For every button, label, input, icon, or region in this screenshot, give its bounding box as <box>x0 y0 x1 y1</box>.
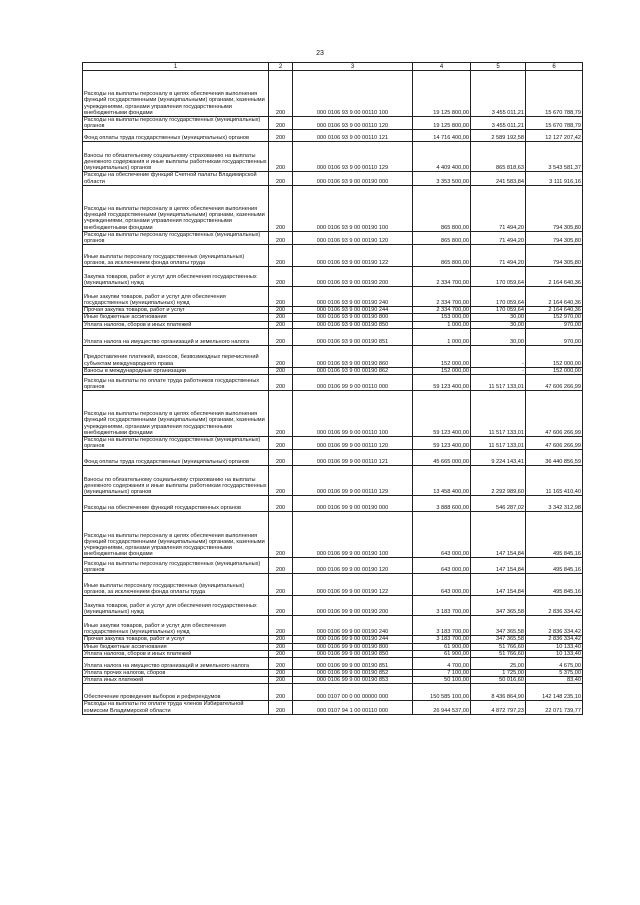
unexecuted-amount-cell: 10 133,40 <box>526 643 583 650</box>
expense-name-cell: Уплата налога на имущество организаций и земельного налога <box>83 658 269 670</box>
table-row <box>83 130 583 142</box>
page-number: 23 <box>316 50 324 57</box>
executed-amount-cell: 147 154,84 <box>471 558 526 574</box>
executed-amount-cell: 71 494,20 <box>471 245 526 267</box>
approved-amount-cell: 150 585 100,00 <box>413 684 471 701</box>
executed-amount-cell: 170 059,64 <box>471 287 526 307</box>
table-row <box>83 328 583 345</box>
unexecuted-amount-cell: 47 606 266,99 <box>526 391 583 437</box>
executed-amount-cell: 51 766,60 <box>471 650 526 657</box>
budget-classification-cell: 000 0106 93 9 00 00190 100 <box>293 185 413 231</box>
approved-amount-cell: 59 123 400,00 <box>413 437 471 450</box>
line-code-cell: 200 <box>269 375 293 391</box>
budget-classification-cell: 000 0106 93 9 00 00190 800 <box>293 314 413 321</box>
column-header: 2 <box>269 63 293 71</box>
table-row <box>83 574 583 596</box>
table-row <box>83 231 583 244</box>
expense-name-cell: Иные закупки товаров, работ и услуг для обеспечения государственных (муниципальных) нужд <box>83 616 269 636</box>
budget-classification-cell: 000 0106 93 9 00 00190 851 <box>293 328 413 345</box>
line-code-cell: 200 <box>269 314 293 321</box>
budget-classification-cell: 000 0106 93 9 00 00110 129 <box>293 142 413 172</box>
unexecuted-amount-cell: 83,40 <box>526 677 583 684</box>
approved-amount-cell: 865 800,00 <box>413 231 471 244</box>
unexecuted-amount-cell: 152 000,00 <box>526 345 583 367</box>
table-row <box>83 71 583 117</box>
executed-amount-cell: 347 365,58 <box>471 636 526 643</box>
expense-name-cell: Взносы по обязательному социальному страхованию на выплаты денежного содержания и иные выплаты работникам государственных (муниципальных) органов <box>83 466 269 496</box>
expense-name-cell: Фонд оплаты труда государственных (муниципальных) органов <box>83 130 269 142</box>
line-code-cell: 200 <box>269 643 293 650</box>
executed-amount-cell: - <box>471 367 526 374</box>
line-code-cell: 200 <box>269 307 293 314</box>
approved-amount-cell: 3 183 700,00 <box>413 636 471 643</box>
table-row <box>83 558 583 574</box>
unexecuted-amount-cell: 4 675,00 <box>526 658 583 670</box>
executed-amount-cell: 865 818,63 <box>471 142 526 172</box>
expense-name-cell: Уплата налогов, сборов и иных платежей <box>83 321 269 328</box>
approved-amount-cell: 59 123 400,00 <box>413 375 471 391</box>
table-row <box>83 596 583 616</box>
expense-name-cell: Расходы на выплаты персоналу в целях обеспечения выполнения функций государственными (муниципальными) органами, казенными учреждениями, органами управления государственными внебюджетными фондами <box>83 185 269 231</box>
table-row <box>83 267 583 287</box>
unexecuted-amount-cell: 495 845,16 <box>526 512 583 558</box>
approved-amount-cell: 2 334 700,00 <box>413 307 471 314</box>
budget-classification-cell: 000 0106 93 9 00 00190 122 <box>293 245 413 267</box>
table-row <box>83 670 583 677</box>
expense-name-cell: Закупка товаров, работ и услуг для обеспечения государственных (муниципальных) нужд <box>83 267 269 287</box>
approved-amount-cell: 4 409 400,00 <box>413 142 471 172</box>
approved-amount-cell: 2 334 700,00 <box>413 267 471 287</box>
budget-classification-cell: 000 0106 99 9 00 00110 129 <box>293 466 413 496</box>
budget-classification-cell: 000 0106 93 9 00 00190 860 <box>293 345 413 367</box>
approved-amount-cell: 14 716 400,00 <box>413 130 471 142</box>
expense-name-cell: Расходы на выплаты по оплате труда работников государственных органов <box>83 375 269 391</box>
table-row <box>83 496 583 512</box>
approved-amount-cell: 153 000,00 <box>413 314 471 321</box>
budget-classification-cell: 000 0106 99 9 00 00190 800 <box>293 643 413 650</box>
executed-amount-cell: 30,00 <box>471 321 526 328</box>
line-code-cell: 200 <box>269 684 293 701</box>
approved-amount-cell: 45 665 000,00 <box>413 450 471 466</box>
table-row <box>83 345 583 367</box>
executed-amount-cell: 347 365,58 <box>471 616 526 636</box>
unexecuted-amount-cell: 22 071 739,77 <box>526 701 583 714</box>
unexecuted-amount-cell: 152 970,00 <box>526 314 583 321</box>
line-code-cell: 200 <box>269 71 293 117</box>
table-row <box>83 437 583 450</box>
executed-amount-cell: 8 436 864,90 <box>471 684 526 701</box>
approved-amount-cell: 19 125 800,00 <box>413 71 471 117</box>
approved-amount-cell: 865 800,00 <box>413 185 471 231</box>
line-code-cell: 200 <box>269 321 293 328</box>
budget-classification-cell: 000 0106 99 9 00 00190 851 <box>293 658 413 670</box>
line-code-cell: 200 <box>269 117 293 130</box>
unexecuted-amount-cell: 495 845,16 <box>526 558 583 574</box>
executed-amount-cell: 170 059,64 <box>471 307 526 314</box>
budget-classification-cell: 000 0106 99 9 00 00190 240 <box>293 616 413 636</box>
table-row <box>83 391 583 437</box>
executed-amount-cell: 2 589 192,58 <box>471 130 526 142</box>
approved-amount-cell: 19 125 800,00 <box>413 117 471 130</box>
expense-name-cell: Иные выплаты персоналу государственных (муниципальных) органов, за исключением фонда оплаты труда <box>83 574 269 596</box>
budget-classification-cell: 000 0107 94 1 00 00110 000 <box>293 701 413 714</box>
budget-classification-cell: 000 0106 99 9 00 00190 000 <box>293 496 413 512</box>
expense-name-cell: Расходы на обеспечение функций Счетной палаты Владимирской области <box>83 172 269 185</box>
approved-amount-cell: 1 000,00 <box>413 328 471 345</box>
approved-amount-cell: 61 900,00 <box>413 650 471 657</box>
unexecuted-amount-cell: 47 606 266,99 <box>526 375 583 391</box>
table-row <box>83 172 583 185</box>
table-row <box>83 375 583 391</box>
budget-classification-cell: 000 0106 99 9 00 00190 852 <box>293 670 413 677</box>
approved-amount-cell: 26 944 537,00 <box>413 701 471 714</box>
expense-name-cell: Расходы на выплаты по оплате труда членов Избирательной комиссии Владимирской области <box>83 701 269 714</box>
unexecuted-amount-cell: 794 305,80 <box>526 185 583 231</box>
table-row <box>83 616 583 636</box>
approved-amount-cell: 3 353 500,00 <box>413 172 471 185</box>
budget-classification-cell: 000 0107 00 0 00 00000 000 <box>293 684 413 701</box>
column-header: 6 <box>526 63 583 71</box>
executed-amount-cell: 147 154,84 <box>471 574 526 596</box>
table-row <box>83 658 583 670</box>
executed-amount-cell: 4 872 797,23 <box>471 701 526 714</box>
executed-amount-cell: 71 494,20 <box>471 185 526 231</box>
expense-name-cell: Уплата налога на имущество организаций и земельного налога <box>83 328 269 345</box>
executed-amount-cell: 51 766,60 <box>471 643 526 650</box>
budget-classification-cell: 000 0106 99 9 00 00110 000 <box>293 375 413 391</box>
budget-classification-cell: 000 0106 99 9 00 00190 100 <box>293 512 413 558</box>
approved-amount-cell: 643 000,00 <box>413 512 471 558</box>
approved-amount-cell: 59 123 400,00 <box>413 391 471 437</box>
expense-name-cell: Обеспечение проведения выборов и референдумов <box>83 684 269 701</box>
budget-classification-cell: 000 0106 93 9 00 00110 100 <box>293 71 413 117</box>
expense-name-cell: Расходы на выплаты персоналу государственных (муниципальных) органов <box>83 558 269 574</box>
table-row <box>83 367 583 374</box>
table-row <box>83 650 583 657</box>
table-row <box>83 142 583 172</box>
unexecuted-amount-cell: 5 375,00 <box>526 670 583 677</box>
executed-amount-cell: 11 517 133,01 <box>471 375 526 391</box>
line-code-cell: 200 <box>269 574 293 596</box>
line-code-cell: 200 <box>269 142 293 172</box>
executed-amount-cell: 3 455 011,21 <box>471 71 526 117</box>
table-row <box>83 314 583 321</box>
expense-name-cell: Расходы на обеспечение функций государственных органов <box>83 496 269 512</box>
table-row <box>83 684 583 701</box>
expense-name-cell: Расходы на выплаты персоналу государственных (муниципальных) органов <box>83 231 269 244</box>
budget-classification-cell: 000 0106 93 9 00 00190 200 <box>293 267 413 287</box>
table-row <box>83 307 583 314</box>
line-code-cell: 200 <box>269 670 293 677</box>
unexecuted-amount-cell: 10 133,40 <box>526 650 583 657</box>
executed-amount-cell: 147 154,84 <box>471 512 526 558</box>
line-code-cell: 200 <box>269 130 293 142</box>
table-row <box>83 321 583 328</box>
table-row <box>83 643 583 650</box>
approved-amount-cell: 1 000,00 <box>413 321 471 328</box>
unexecuted-amount-cell: 970,00 <box>526 321 583 328</box>
table-row <box>83 701 583 714</box>
budget-execution-table <box>82 62 583 715</box>
unexecuted-amount-cell: 970,00 <box>526 328 583 345</box>
approved-amount-cell: 50 100,00 <box>413 677 471 684</box>
budget-classification-cell: 000 0106 99 9 00 00110 120 <box>293 437 413 450</box>
table-row <box>83 287 583 307</box>
executed-amount-cell: 11 517 133,01 <box>471 391 526 437</box>
expense-name-cell: Расходы на выплаты персоналу в целях обеспечения выполнения функций государственными (муниципальными) органами, казенными учреждениями, органами управления государственными внебюджетными фондами <box>83 391 269 437</box>
executed-amount-cell: 71 494,20 <box>471 231 526 244</box>
budget-classification-cell: 000 0106 99 9 00 00190 122 <box>293 574 413 596</box>
expense-name-cell: Иные бюджетные ассигнования <box>83 643 269 650</box>
table-row <box>83 117 583 130</box>
approved-amount-cell: 3 183 700,00 <box>413 616 471 636</box>
unexecuted-amount-cell: 794 305,80 <box>526 231 583 244</box>
unexecuted-amount-cell: 12 127 207,42 <box>526 130 583 142</box>
expense-name-cell: Закупка товаров, работ и услуг для обеспечения государственных (муниципальных) нужд <box>83 596 269 616</box>
approved-amount-cell: 3 888 600,00 <box>413 496 471 512</box>
approved-amount-cell: 13 458 400,00 <box>413 466 471 496</box>
unexecuted-amount-cell: 3 543 581,37 <box>526 142 583 172</box>
expense-name-cell: Прочая закупка товаров, работ и услуг <box>83 307 269 314</box>
budget-classification-cell: 000 0106 93 9 00 00110 121 <box>293 130 413 142</box>
table-row <box>83 245 583 267</box>
executed-amount-cell: 30,00 <box>471 328 526 345</box>
table-row <box>83 185 583 231</box>
expense-name-cell: Фонд оплаты труда государственных (муниципальных) органов <box>83 450 269 466</box>
column-header: 4 <box>413 63 471 71</box>
executed-amount-cell: 50 016,60 <box>471 677 526 684</box>
budget-classification-cell: 000 0106 99 9 00 00190 200 <box>293 596 413 616</box>
unexecuted-amount-cell: 36 440 856,59 <box>526 450 583 466</box>
line-code-cell: 200 <box>269 185 293 231</box>
line-code-cell: 200 <box>269 677 293 684</box>
unexecuted-amount-cell: 2 836 334,42 <box>526 636 583 643</box>
executed-amount-cell: 2 292 989,60 <box>471 466 526 496</box>
table-row <box>83 512 583 558</box>
approved-amount-cell: 643 000,00 <box>413 574 471 596</box>
expense-name-cell: Прочая закупка товаров, работ и услуг <box>83 636 269 643</box>
executed-amount-cell: 3 455 011,21 <box>471 117 526 130</box>
line-code-cell: 200 <box>269 245 293 267</box>
executed-amount-cell: 11 517 133,01 <box>471 437 526 450</box>
line-code-cell: 200 <box>269 658 293 670</box>
approved-amount-cell: 152 000,00 <box>413 345 471 367</box>
expense-name-cell: Расходы на выплаты персоналу государственных (муниципальных) органов <box>83 437 269 450</box>
budget-classification-cell: 000 0106 93 9 00 00190 000 <box>293 172 413 185</box>
line-code-cell: 200 <box>269 231 293 244</box>
budget-classification-cell: 000 0106 93 9 00 00190 862 <box>293 367 413 374</box>
line-code-cell: 200 <box>269 558 293 574</box>
line-code-cell: 200 <box>269 616 293 636</box>
line-code-cell: 200 <box>269 512 293 558</box>
budget-classification-cell: 000 0106 99 9 00 00190 244 <box>293 636 413 643</box>
executed-amount-cell: - <box>471 345 526 367</box>
column-header: 5 <box>471 63 526 71</box>
executed-amount-cell: 170 059,64 <box>471 267 526 287</box>
expense-name-cell: Уплата иных платежей <box>83 677 269 684</box>
unexecuted-amount-cell: 3 111 916,16 <box>526 172 583 185</box>
unexecuted-amount-cell: 15 670 788,79 <box>526 71 583 117</box>
executed-amount-cell: 241 583,84 <box>471 172 526 185</box>
expense-name-cell: Уплата налогов, сборов и иных платежей <box>83 650 269 657</box>
budget-classification-cell: 000 0106 93 9 00 00190 244 <box>293 307 413 314</box>
table-row <box>83 450 583 466</box>
expense-name-cell: Взносы по обязательному социальному страхованию на выплаты денежного содержания и иные выплаты работникам государственных (муниципальных) органов <box>83 142 269 172</box>
expense-name-cell: Иные бюджетные ассигнования <box>83 314 269 321</box>
line-code-cell: 200 <box>269 172 293 185</box>
executed-amount-cell: 25,00 <box>471 658 526 670</box>
expense-name-cell: Предоставление платежей, взносов, безвозмездных перечислений субъектам международного права <box>83 345 269 367</box>
unexecuted-amount-cell: 3 342 312,98 <box>526 496 583 512</box>
unexecuted-amount-cell: 2 164 640,36 <box>526 307 583 314</box>
approved-amount-cell: 2 334 700,00 <box>413 287 471 307</box>
budget-classification-cell: 000 0106 93 9 00 00190 240 <box>293 287 413 307</box>
expense-name-cell: Расходы на выплаты персоналу в целях обеспечения выполнения функций государственными (муниципальными) органами, казенными учреждениями, органами управления государственными внебюджетными фондами <box>83 512 269 558</box>
line-code-cell: 200 <box>269 437 293 450</box>
unexecuted-amount-cell: 15 670 788,79 <box>526 117 583 130</box>
unexecuted-amount-cell: 142 148 235,10 <box>526 684 583 701</box>
table-header-row <box>83 63 583 71</box>
table-row <box>83 636 583 643</box>
line-code-cell: 200 <box>269 636 293 643</box>
expense-name-cell: Иные закупки товаров, работ и услуг для обеспечения государственных (муниципальных) нужд <box>83 287 269 307</box>
line-code-cell: 200 <box>269 596 293 616</box>
unexecuted-amount-cell: 2 164 640,36 <box>526 267 583 287</box>
budget-classification-cell: 000 0106 93 9 00 00190 850 <box>293 321 413 328</box>
unexecuted-amount-cell: 2 836 334,42 <box>526 616 583 636</box>
budget-classification-cell: 000 0106 93 9 00 00110 120 <box>293 117 413 130</box>
approved-amount-cell: 4 700,00 <box>413 658 471 670</box>
approved-amount-cell: 61 900,00 <box>413 643 471 650</box>
unexecuted-amount-cell: 2 164 640,36 <box>526 287 583 307</box>
line-code-cell: 200 <box>269 391 293 437</box>
expense-name-cell: Иные выплаты персоналу государственных (муниципальных) органов, за исключением фонда оплаты труда <box>83 245 269 267</box>
line-code-cell: 200 <box>269 328 293 345</box>
expense-name-cell: Расходы на выплаты персоналу государственных (муниципальных) органов <box>83 117 269 130</box>
approved-amount-cell: 865 800,00 <box>413 245 471 267</box>
unexecuted-amount-cell: 11 165 410,40 <box>526 466 583 496</box>
line-code-cell: 200 <box>269 345 293 367</box>
budget-classification-cell: 000 0106 99 9 00 00190 850 <box>293 650 413 657</box>
executed-amount-cell: 30,00 <box>471 314 526 321</box>
budget-classification-cell: 000 0106 99 9 00 00190 853 <box>293 677 413 684</box>
unexecuted-amount-cell: 152 000,00 <box>526 367 583 374</box>
approved-amount-cell: 7 100,00 <box>413 670 471 677</box>
table-row <box>83 677 583 684</box>
budget-classification-cell: 000 0106 99 9 00 00190 120 <box>293 558 413 574</box>
line-code-cell: 200 <box>269 367 293 374</box>
budget-classification-cell: 000 0106 99 9 00 00110 121 <box>293 450 413 466</box>
budget-classification-cell: 000 0106 93 9 00 00190 120 <box>293 231 413 244</box>
column-header: 1 <box>83 63 269 71</box>
line-code-cell: 200 <box>269 496 293 512</box>
line-code-cell: 200 <box>269 650 293 657</box>
unexecuted-amount-cell: 794 305,80 <box>526 245 583 267</box>
unexecuted-amount-cell: 47 606 266,99 <box>526 437 583 450</box>
table-row <box>83 466 583 496</box>
approved-amount-cell: 152 000,00 <box>413 367 471 374</box>
expense-name-cell: Расходы на выплаты персоналу в целях обеспечения выполнения функций государственными (муниципальными) органами, казенными учреждениями, органами управления государственными внебюджетными фондами <box>83 71 269 117</box>
line-code-cell: 200 <box>269 450 293 466</box>
budget-classification-cell: 000 0106 99 9 00 00110 100 <box>293 391 413 437</box>
column-header: 3 <box>293 63 413 71</box>
line-code-cell: 200 <box>269 267 293 287</box>
line-code-cell: 200 <box>269 466 293 496</box>
executed-amount-cell: 1 725,00 <box>471 670 526 677</box>
unexecuted-amount-cell: 2 836 334,42 <box>526 596 583 616</box>
approved-amount-cell: 643 000,00 <box>413 558 471 574</box>
expense-name-cell: Уплата прочих налогов, сборов <box>83 670 269 677</box>
executed-amount-cell: 347 365,58 <box>471 596 526 616</box>
approved-amount-cell: 3 183 700,00 <box>413 596 471 616</box>
expense-name-cell: Взносы в международные организации <box>83 367 269 374</box>
unexecuted-amount-cell: 495 845,16 <box>526 574 583 596</box>
line-code-cell: 200 <box>269 287 293 307</box>
line-code-cell: 200 <box>269 701 293 714</box>
executed-amount-cell: 546 287,02 <box>471 496 526 512</box>
executed-amount-cell: 9 224 143,41 <box>471 450 526 466</box>
